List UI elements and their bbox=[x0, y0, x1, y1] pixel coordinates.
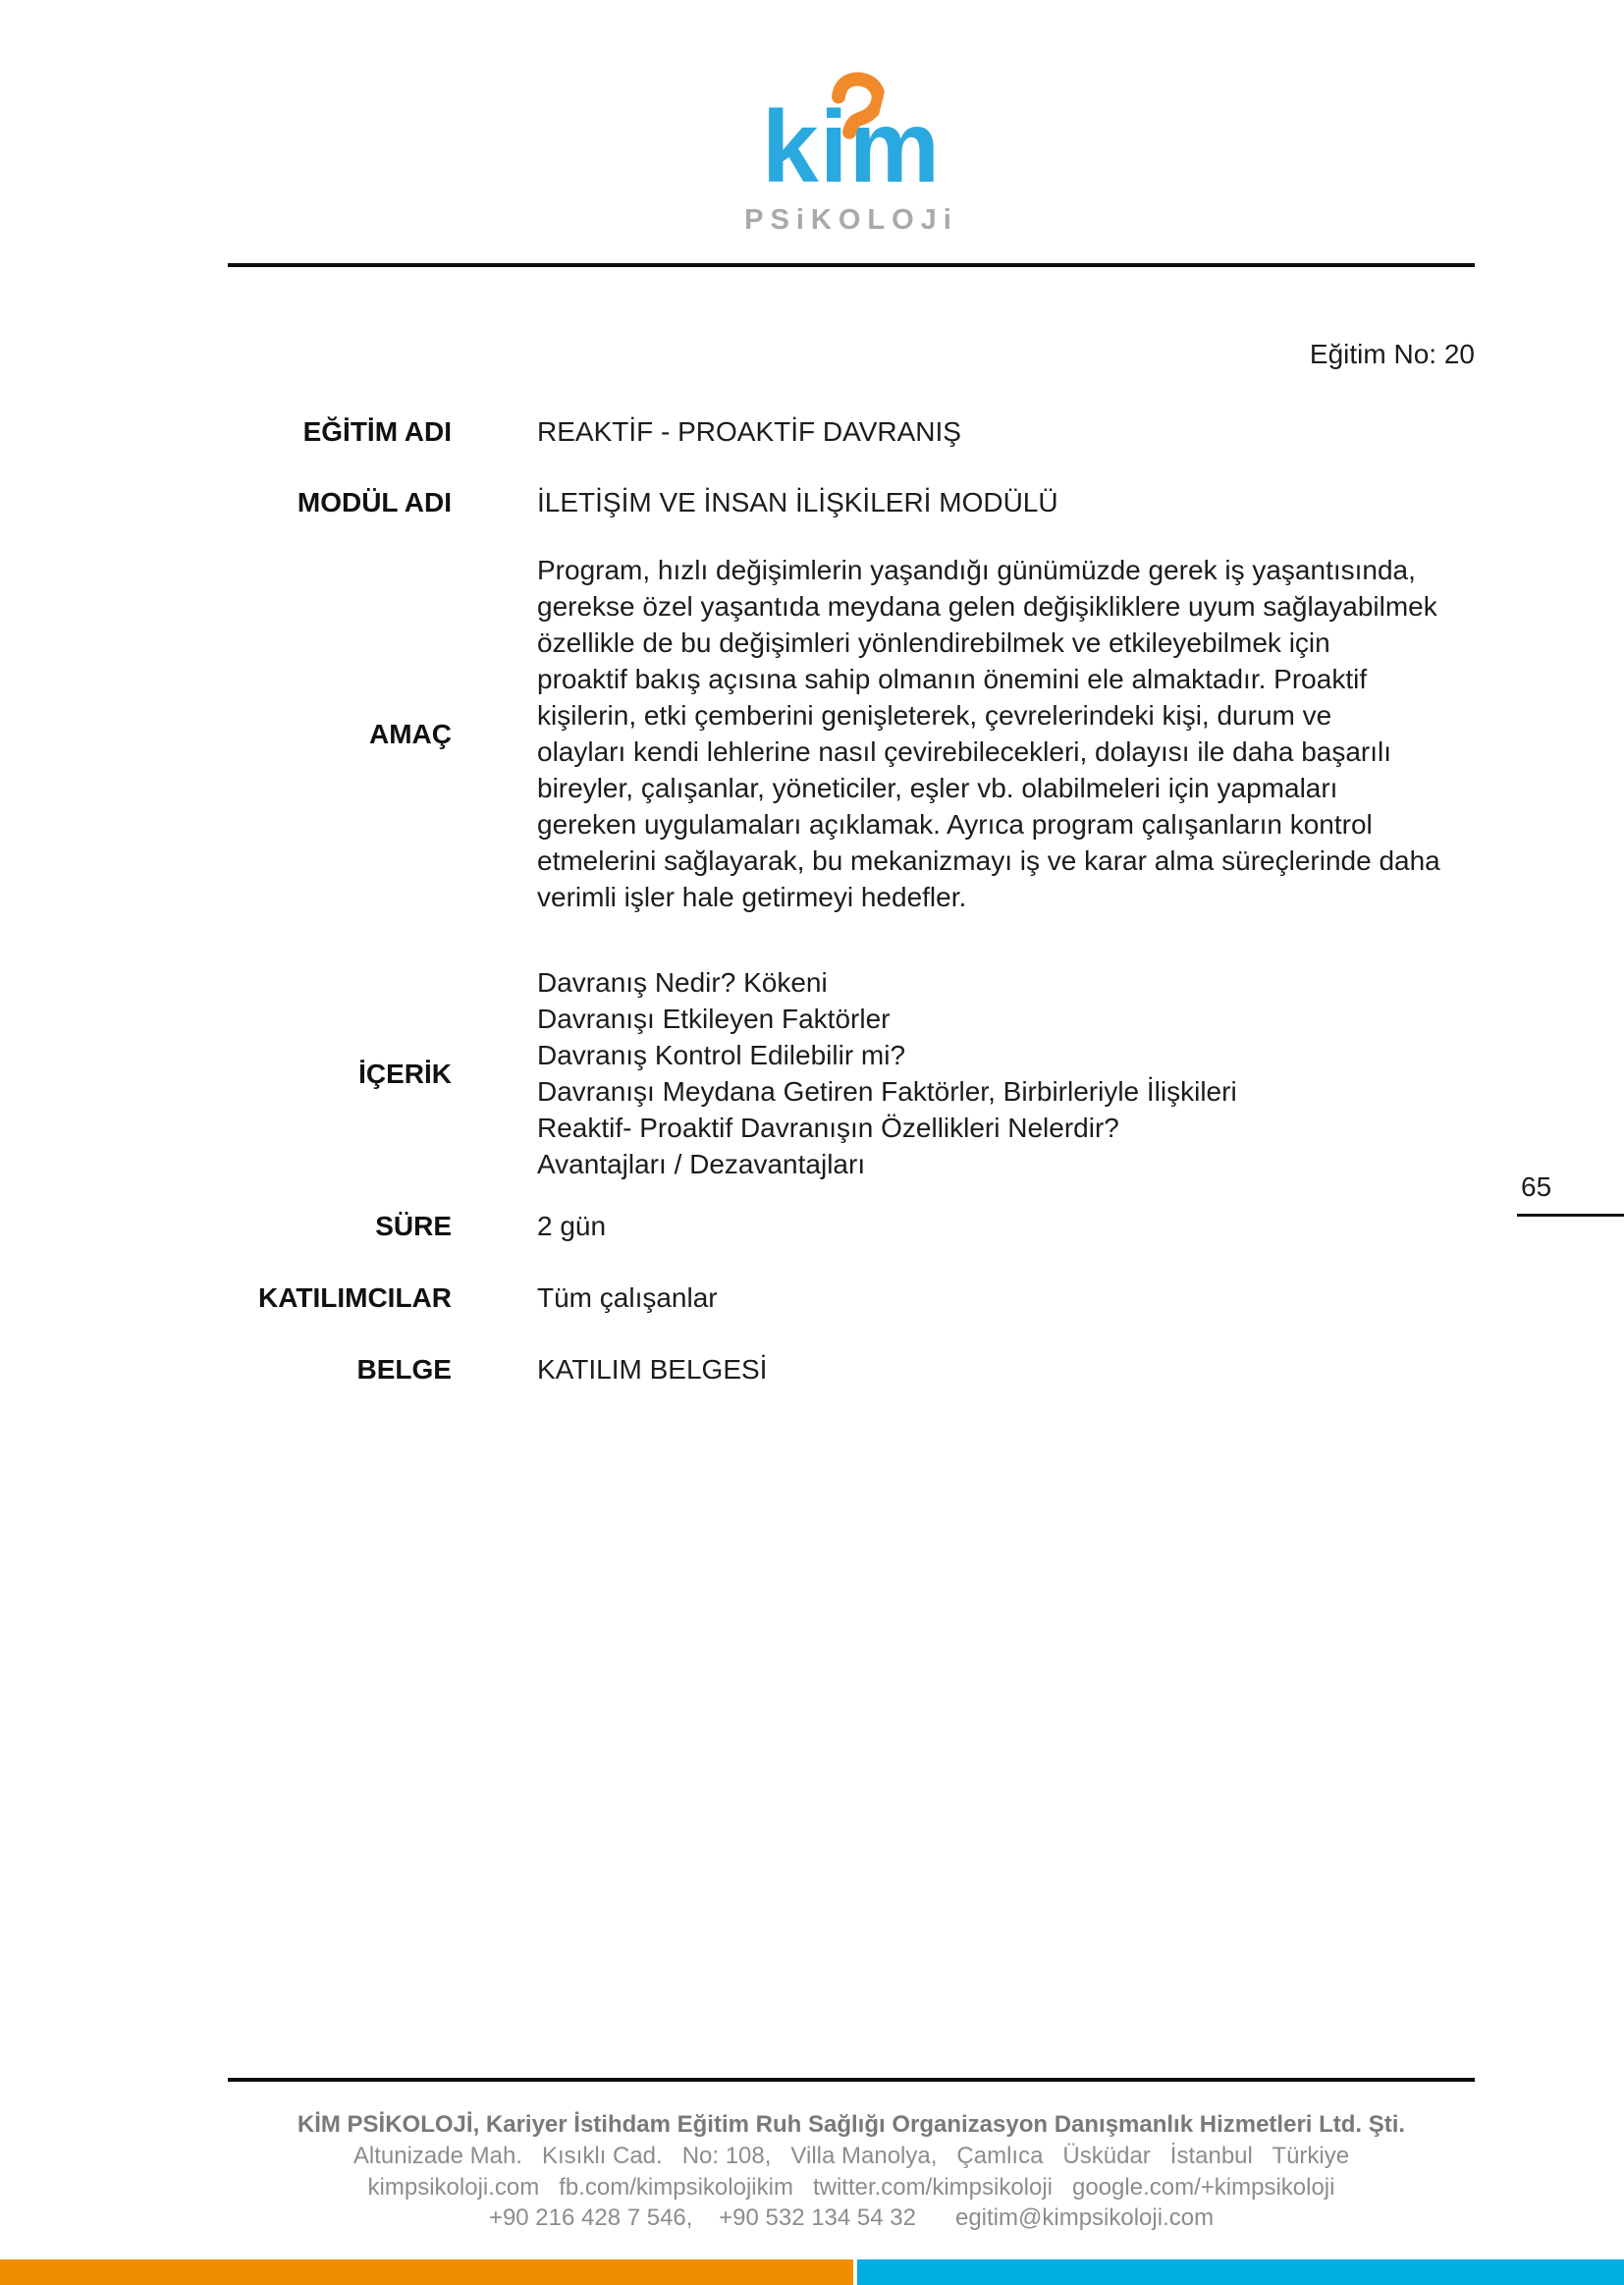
field-label: İÇERİK bbox=[358, 1058, 452, 1089]
kim-logo-inner bbox=[744, 90, 958, 237]
field-value: İLETİŞİM VE İNSAN İLİŞKİLERİ MODÜLÜ bbox=[537, 487, 1058, 517]
field-label: BELGE bbox=[356, 1354, 452, 1385]
page-number-underline bbox=[1517, 1214, 1624, 1217]
field-label: MODÜL ADI bbox=[297, 487, 452, 517]
field-label: SÜRE bbox=[375, 1211, 452, 1241]
field-row-modul-adi bbox=[228, 484, 1475, 520]
field-value: Tüm çalışanlar bbox=[537, 1282, 718, 1313]
footer-address: Altunizade Mah. Kısıklı Cad. No: 108, Villa Manolya, Çamlıca Üsküdar İstanbul Türkiye bbox=[352, 2143, 1350, 2169]
footer-company-name: KİM PSİKOLOJİ, Kariyer İstihdam Eğitim Ruh Sağlığı Organizasyon Danışmanlık Hizmetleri Ltd. Şti. bbox=[297, 2111, 1406, 2138]
footer-web-links: kimpsikoloji.com fb.com/kimpsikolojikim twitter.com/kimpsikoloji google.com/+kimpsikoloji bbox=[367, 2174, 1335, 2201]
field-row-egitim-adi bbox=[228, 413, 1475, 450]
field-label: KATILIMCILAR bbox=[258, 1282, 452, 1313]
bottom-bar-orange bbox=[0, 2259, 853, 2285]
footer-divider bbox=[228, 2078, 1475, 2082]
kim-logo bbox=[228, 90, 1475, 237]
field-value: REAKTİF - PROAKTİF DAVRANIŞ bbox=[537, 416, 961, 447]
logo-wordmark: kim bbox=[761, 90, 942, 204]
field-value: 2 gün bbox=[537, 1211, 607, 1241]
field-value: Program, hızlı değişimlerin yaşandığı günümüzde gerek iş yaşantısında, gerekse özel yaşantıda meydana gelen değişikliklere uyum sağlayabilmek özellikle de bu değişimleri yönlendirebilmek ve etkileyebilmek için proaktif bakış açısına sahip olmanın önemini ele almaktadır. Proaktif kişilerin, etki çemberini genişleterek, çevrelerindeki kişi, durum ve olayları kendi lehlerine nasıl çevirebilecekleri, dolayısı ile daha başarılı bireyler, çalışanlar, yöneticiler, eşler vb. olabilmeleri için yapmaları gereken uygulamaları açıklamak. Ayrıca program çalışanların kontrol etmelerini sağlayarak, bu mekanizmayı iş ve karar alma süreçlerinde daha verimli işler hale getirmeyi hedefler. bbox=[537, 555, 1440, 912]
field-value: KATILIM BELGESİ bbox=[537, 1354, 768, 1385]
footer-contact-info: +90 216 428 7 546, +90 532 134 54 32 egitim@kimpsikoloji.com bbox=[488, 2204, 1215, 2231]
page-number: 65 bbox=[1521, 1171, 1552, 1202]
training-number: Eğitim No: 20 bbox=[1309, 339, 1475, 369]
field-value: Davranış Nedir? Kökeni Davranışı Etkileyen Faktörler Davranış Kontrol Edilebilir mi? Davranışı Meydana Getiren Faktörler, Birbirleriyle İlişkileri Reaktif- Proaktif Davranışın Özellikleri Nelerdir? Avantajları / Dezavantajları bbox=[537, 967, 1237, 1179]
field-row-belge bbox=[228, 1351, 1475, 1387]
logo-subtitle: PSiKOLOJi bbox=[744, 204, 958, 237]
field-row-sure bbox=[228, 1208, 1475, 1244]
field-row-icerik bbox=[228, 964, 1475, 1182]
field-row-amac bbox=[228, 552, 1475, 915]
header-divider bbox=[228, 263, 1475, 267]
bottom-bar-blue bbox=[857, 2259, 1624, 2285]
field-label: AMAÇ bbox=[369, 718, 452, 749]
field-row-katilimcilar bbox=[228, 1279, 1475, 1316]
field-label: EĞİTİM ADI bbox=[302, 416, 452, 447]
